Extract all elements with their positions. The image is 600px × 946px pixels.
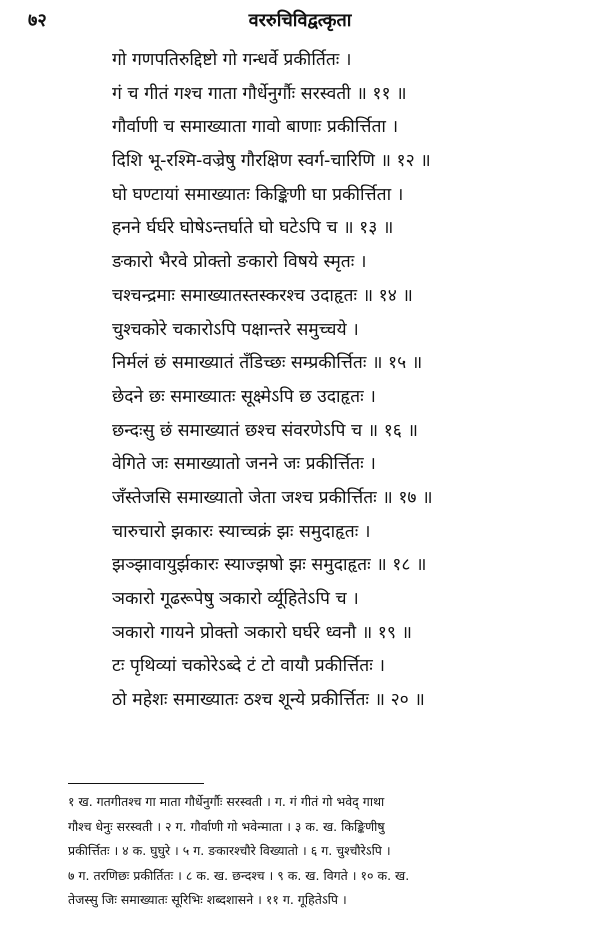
footnote-line: गौश्च धेनुः सरस्वती । २ ग. गौर्वाणी गो भवेन्माता । ३ क. ख. किङ्किणीषु — [68, 818, 385, 834]
verse-line: छन्दःसु छं समाख्यातं छश्च संवरणेऽपि च ॥ १६ ॥ — [112, 420, 418, 441]
verse-line: छेदने छः समाख्यातः सूक्ष्मेऽपि छ उदाहृतः । — [112, 386, 376, 407]
page-number: ७२ — [28, 10, 47, 31]
verse-line: ञकारो गूढरूपेषु ञकारो र्व्यूहितेऽपि च । — [112, 589, 359, 609]
verse-line: ङकारो भैरवे प्रोक्तो ङकारो विषये स्मृतः । — [112, 252, 367, 273]
verse-line: चश्चन्द्रमाः समाख्यातस्तस्करश्च उदाहृतः ॥ १४ ॥ — [112, 285, 413, 306]
verse-line: हनने र्घर्घरे घोषेऽन्तर्घाते घो घटेऽपि च ॥ १३ ॥ — [112, 218, 394, 239]
verse-line: गं च गीतं गश्च गाता गौर्धेनुर्गौः सरस्वती ॥ ११ ॥ — [112, 83, 407, 104]
verse-line: टः पृथिव्यां चकोरेऽब्दे टं टो वायौ प्रकीर्त्तितः । — [112, 656, 385, 677]
verse-line: ञकारो गायने प्रोक्तो ञकारो घर्घरे ध्वनौ ॥ १९ ॥ — [112, 622, 412, 643]
footnote-rule — [68, 783, 204, 784]
verse-line: चुश्चकोरे चकारोऽपि पक्षान्तरे समुच्चये । — [112, 319, 359, 340]
verse-block — [112, 44, 582, 718]
verse-line: गौर्वाणी च समाख्याता गावो बाणाः प्रकीर्त्तिता । — [112, 117, 399, 138]
footnote-line: ७ ग. तरणिछः प्रकीर्तितः । ८ क. ख. छन्दश्च । ९ क. ख. विगते । १० क. ख. — [68, 867, 410, 883]
verse-line: गो गणपतिरुद्दिष्टो गो गन्धर्वे प्रकीर्तितः । — [112, 50, 352, 70]
running-title: वररुचिविद्वत्कृता — [248, 10, 352, 31]
footnote-line: तेजस्सु जिः समाख्यातः सूरिभिः शब्दशासने । ११ ग. गूहितेऽपि । — [68, 892, 347, 908]
footnotes — [68, 790, 584, 913]
verse-line: चारुचारो झकारः स्याच्चक्रं झः समुदाहृतः । — [112, 521, 371, 542]
verse-line: दिशि भू-रश्मि-वज्रेषु गौरक्षिण स्वर्ग-चारिणि ॥ १२ ॥ — [112, 151, 431, 172]
footnote-line: प्रकीर्त्तितः । ४ क. घुघुरे । ५ ग. ङकारश्चौरे विख्यातो । ६ ग. चुश्चौरेऽपि । — [68, 843, 391, 859]
verse-line: झञ्झावायुर्झकारः स्याज्झषो झः समुदाहृतः ॥ १८ ॥ — [112, 555, 427, 576]
verse-line: वेगिते जः समाख्यातो जनने जः प्रकीर्त्तितः । — [112, 454, 376, 475]
verse-line: जँस्तेजसि समाख्यातो जेता जश्च प्रकीर्त्तितः ॥ १७ ॥ — [112, 487, 433, 508]
verse-line: ठो महेशः समाख्यातः ठश्च शून्ये प्रकीर्त्तितः ॥ २० ॥ — [112, 690, 425, 711]
verse-line: घो घण्टायां समाख्यातः किङ्किणी घा प्रकीर्त्तिता । — [112, 184, 404, 205]
verse-line: निर्मलं छं समाख्यातं तँडिच्छः सम्प्रकीर्त्तितः ॥ १५ ॥ — [112, 353, 423, 374]
footnote-line: १ ख. गतगीतश्च गा माता गौर्धेनुर्गौः सरस्वती । ग. गं गीतं गो भवेद् गाथा — [68, 794, 385, 809]
